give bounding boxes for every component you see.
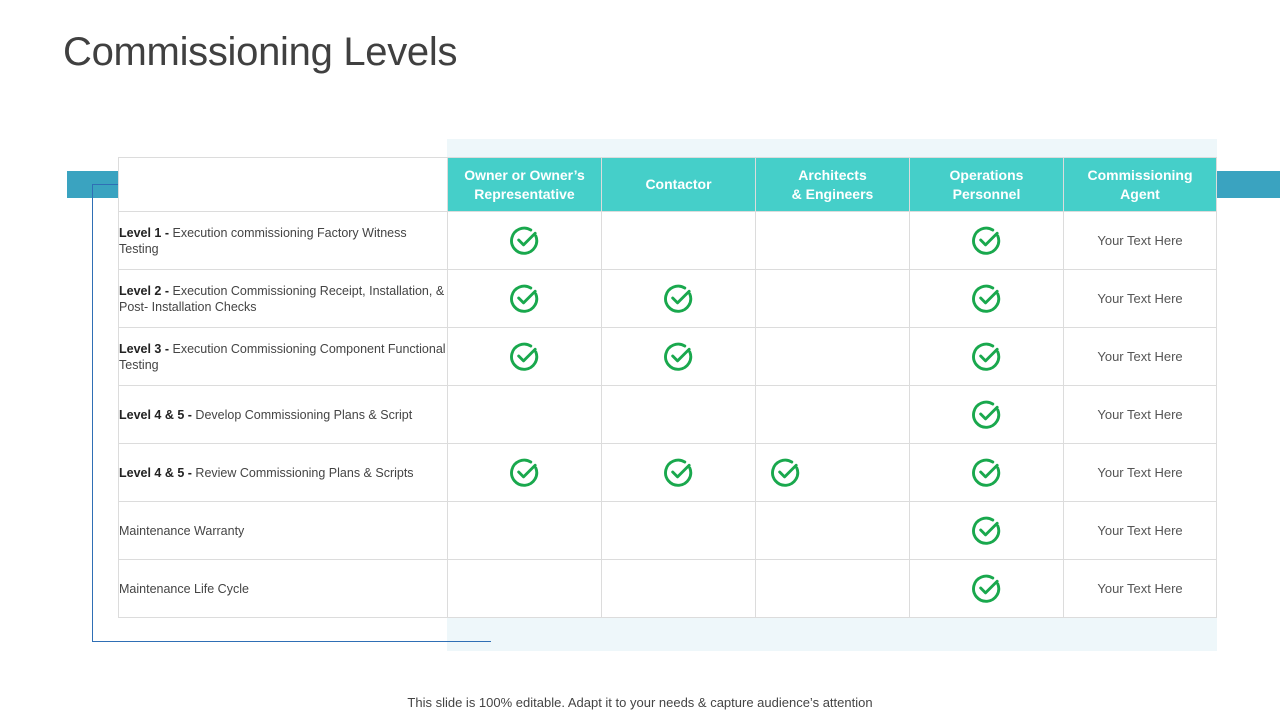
- check-icon: [971, 399, 1002, 430]
- check-cell: [602, 502, 756, 560]
- row-label: [119, 270, 448, 328]
- check-cell: [910, 444, 1064, 502]
- table-row: [119, 270, 1217, 328]
- accent-band-right: [1216, 171, 1280, 198]
- check-cell: [756, 386, 910, 444]
- check-cell: [910, 502, 1064, 560]
- check-icon: [971, 283, 1002, 314]
- table-row: [119, 560, 1217, 618]
- check-cell: [448, 444, 602, 502]
- check-cell: [756, 444, 910, 502]
- check-icon: [509, 341, 540, 372]
- check-icon: [971, 515, 1002, 546]
- row-label: [119, 328, 448, 386]
- agent-cell: Your Text Here: [1064, 328, 1217, 386]
- check-cell: [448, 328, 602, 386]
- row-label: [119, 212, 448, 270]
- check-cell: [756, 502, 910, 560]
- table-row: [119, 212, 1217, 270]
- header-operations: [910, 158, 1064, 212]
- header-operations-line1: Operations: [949, 166, 1024, 183]
- row-label-level: Level 1 -: [119, 225, 170, 240]
- check-cell: [602, 386, 756, 444]
- check-cell: [602, 444, 756, 502]
- check-icon: [509, 457, 540, 488]
- row-label-text: Maintenance Life Cycle: [119, 581, 249, 596]
- check-cell: [448, 212, 602, 270]
- row-label: [119, 386, 448, 444]
- header-owner-line2: Representative: [474, 185, 575, 202]
- header-agent-line2: Agent: [1120, 185, 1160, 202]
- check-cell: [602, 270, 756, 328]
- row-label: [119, 560, 448, 618]
- check-cell: [448, 270, 602, 328]
- agent-cell: Your Text Here: [1064, 560, 1217, 618]
- row-label-text: Execution Commissioning Receipt, Installation, & Post- Installation Checks: [119, 283, 445, 314]
- bracket-line-vertical: [92, 184, 93, 641]
- check-cell: [602, 328, 756, 386]
- header-contactor: [602, 158, 756, 212]
- check-cell: [448, 386, 602, 444]
- commissioning-table: [118, 157, 1217, 618]
- header-operations-line2: Personnel: [952, 185, 1021, 202]
- check-cell: [910, 328, 1064, 386]
- check-icon: [663, 457, 694, 488]
- table-row: [119, 502, 1217, 560]
- row-label: [119, 502, 448, 560]
- agent-cell: Your Text Here: [1064, 386, 1217, 444]
- header-agent-line1: Commissioning: [1087, 166, 1193, 183]
- header-owner: [448, 158, 602, 212]
- agent-cell: Your Text Here: [1064, 270, 1217, 328]
- check-cell: [910, 560, 1064, 618]
- check-icon: [663, 341, 694, 372]
- table-row: [119, 328, 1217, 386]
- header-architects-line1: Architects: [798, 166, 867, 183]
- row-label-text: Develop Commissioning Plans & Script: [191, 407, 413, 422]
- agent-cell: Your Text Here: [1064, 212, 1217, 270]
- check-cell: [910, 212, 1064, 270]
- row-label-level: Level 4 & 5 -: [119, 407, 192, 422]
- header-architects-line2: & Engineers: [791, 185, 874, 202]
- row-label-text: Maintenance Warranty: [119, 523, 245, 538]
- check-icon: [971, 341, 1002, 372]
- table-header-row: [119, 158, 1217, 212]
- check-icon: [509, 283, 540, 314]
- check-icon: [509, 225, 540, 256]
- header-contactor-line1: Contactor: [645, 176, 712, 192]
- row-label-level: Level 2 -: [119, 283, 170, 298]
- check-cell: [602, 560, 756, 618]
- row-label-text: Execution commissioning Factory Witness Testing: [119, 225, 407, 256]
- check-cell: [756, 212, 910, 270]
- check-cell: [756, 560, 910, 618]
- check-icon: [663, 283, 694, 314]
- check-cell: [910, 386, 1064, 444]
- page-title: Commissioning Levels: [63, 30, 458, 74]
- check-cell: [448, 560, 602, 618]
- row-label-level: Level 3 -: [119, 341, 170, 356]
- header-architects: [756, 158, 910, 212]
- table-row: [119, 386, 1217, 444]
- header-agent: [1064, 158, 1217, 212]
- row-label-text: Review Commissioning Plans & Scripts: [191, 465, 414, 480]
- check-icon: [770, 457, 801, 488]
- header-owner-line1: Owner or Owner’s: [464, 166, 585, 183]
- row-label-text: Execution Commissioning Component Functional Testing: [119, 341, 446, 372]
- check-icon: [971, 225, 1002, 256]
- check-cell: [910, 270, 1064, 328]
- footer-note: This slide is 100% editable. Adapt it to your needs & capture audience’s attention: [407, 695, 873, 710]
- check-cell: [756, 328, 910, 386]
- agent-cell: Your Text Here: [1064, 502, 1217, 560]
- check-cell: [756, 270, 910, 328]
- row-label: [119, 444, 448, 502]
- table-row: [119, 444, 1217, 502]
- check-icon: [971, 573, 1002, 604]
- check-icon: [971, 457, 1002, 488]
- row-label-level: Level 4 & 5 -: [119, 465, 192, 480]
- bracket-line-top: [92, 184, 118, 185]
- check-cell: [448, 502, 602, 560]
- table-body: [119, 212, 1217, 618]
- agent-cell: Your Text Here: [1064, 444, 1217, 502]
- header-blank-cell: [119, 158, 448, 212]
- bracket-line-horizontal: [92, 641, 491, 642]
- check-cell: [602, 212, 756, 270]
